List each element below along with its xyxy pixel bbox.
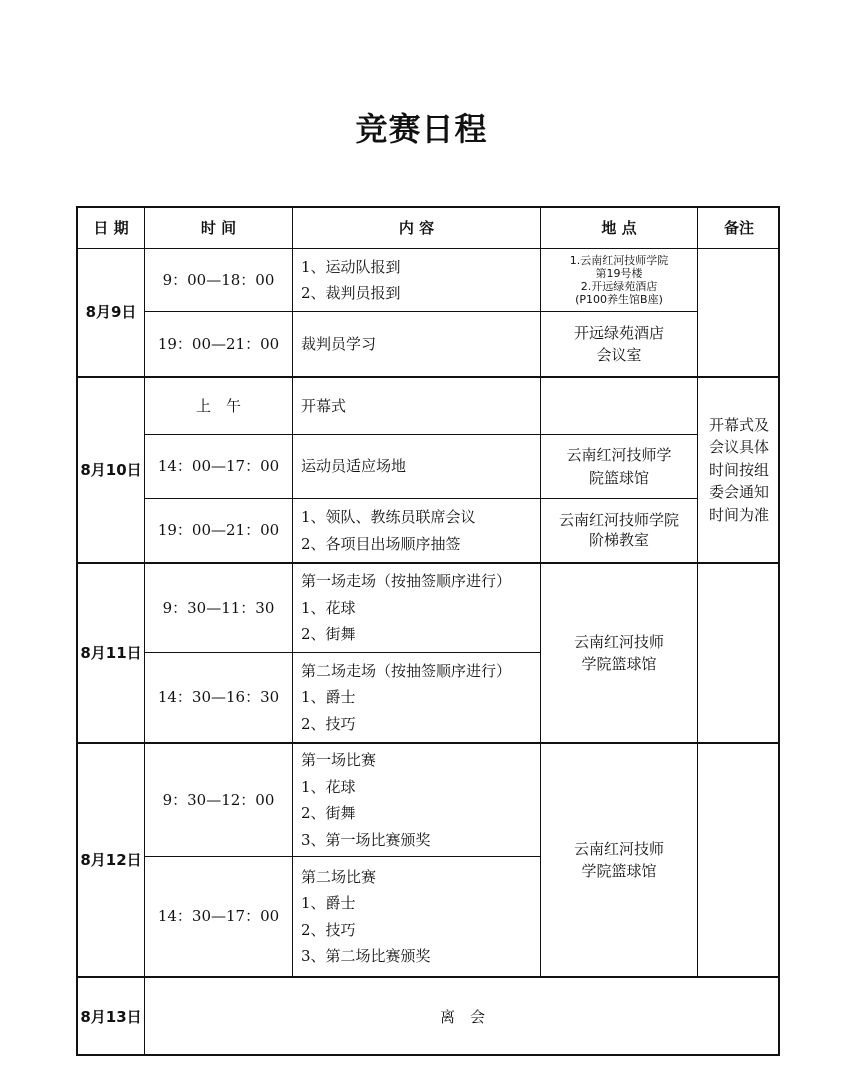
departure-cell: 离 会 bbox=[439, 1007, 485, 1026]
content-line: 3、第二场比赛颁奖 bbox=[301, 947, 431, 965]
location-line: 1.云南红河技师学院 bbox=[569, 253, 669, 267]
content-line: 2、街舞 bbox=[301, 625, 356, 644]
location-line: 云南红河技师学院 bbox=[558, 511, 679, 529]
location-cell bbox=[541, 435, 698, 499]
content-line: 1、领队、教练员联席会议 bbox=[301, 508, 476, 526]
date-cell: 8月13日 bbox=[78, 978, 145, 1056]
content-line: 第二场走场（按抽签顺序进行） bbox=[301, 661, 512, 680]
header-remark: 备注 bbox=[698, 208, 780, 249]
time-cell: 14：30—17：00 bbox=[145, 857, 293, 978]
content-line: 第一场走场（按抽签顺序进行） bbox=[301, 572, 512, 591]
header-time: 时 间 bbox=[145, 208, 293, 249]
time-cell: 19：00—21：00 bbox=[145, 499, 293, 564]
content-cell: 裁判员学习 bbox=[293, 312, 541, 378]
content-line: 3、第一场比赛颁奖 bbox=[301, 830, 431, 849]
content-line: 1、花球 bbox=[301, 598, 356, 617]
content-cell bbox=[293, 249, 541, 312]
remark-line: 会议具体 bbox=[708, 438, 769, 457]
location-line: (P100养生馆B座) bbox=[575, 293, 663, 307]
location-cell bbox=[541, 499, 698, 564]
header-date: 日 期 bbox=[78, 208, 145, 249]
content-line: 第一场比赛 bbox=[301, 751, 377, 769]
content-line: 2、技巧 bbox=[301, 920, 356, 939]
content-line: 1、爵士 bbox=[301, 894, 356, 912]
location-line: 云南红河技师 bbox=[573, 632, 664, 651]
content-cell: 开幕式 bbox=[293, 378, 541, 435]
location-cell bbox=[541, 312, 698, 378]
content-cell bbox=[293, 499, 541, 564]
time-cell: 9：30—11：30 bbox=[145, 564, 293, 653]
location-line: 学院篮球馆 bbox=[581, 655, 657, 673]
schedule-table bbox=[76, 206, 780, 1056]
content-line: 2、技巧 bbox=[301, 714, 356, 733]
page-title: 竞赛日程 bbox=[355, 110, 488, 148]
remark-line: 时间为准 bbox=[708, 505, 769, 524]
location-line: 会议室 bbox=[596, 346, 642, 364]
date-cell: 8月11日 bbox=[78, 564, 145, 744]
remark-line: 开幕式及 bbox=[708, 415, 769, 434]
date-cell: 8月10日 bbox=[78, 378, 145, 564]
content-line: 1、爵士 bbox=[301, 688, 356, 707]
remark-cell bbox=[698, 744, 780, 978]
content-line: 1、运动队报到 bbox=[301, 257, 401, 276]
content-cell bbox=[293, 857, 541, 978]
location-cell bbox=[541, 378, 698, 435]
remark-cell bbox=[698, 249, 780, 378]
time-cell: 9：00—18：00 bbox=[145, 249, 293, 312]
remark-cell bbox=[698, 378, 780, 564]
location-cell bbox=[541, 564, 698, 744]
time-cell: 14：30—16：30 bbox=[145, 653, 293, 744]
location-line: 开远绿苑酒店 bbox=[573, 323, 664, 342]
remark-cell bbox=[698, 564, 780, 744]
content-cell bbox=[293, 744, 541, 857]
location-line: 阶梯教室 bbox=[588, 530, 649, 549]
date-cell: 8月9日 bbox=[78, 249, 145, 378]
header-location: 地 点 bbox=[541, 208, 698, 249]
remark-line: 委会通知 bbox=[708, 483, 769, 502]
location-line: 云南红河技师学 bbox=[566, 446, 672, 464]
content-line: 第二场比赛 bbox=[301, 867, 377, 886]
location-cell bbox=[541, 744, 698, 978]
location-line: 2.开远绿苑酒店 bbox=[580, 280, 658, 293]
remark-line: 时间按组 bbox=[708, 460, 769, 479]
time-cell: 上 午 bbox=[145, 378, 293, 435]
content-line: 2、街舞 bbox=[301, 804, 356, 822]
location-line: 院篮球馆 bbox=[588, 468, 649, 487]
time-cell: 9：30—12：00 bbox=[145, 744, 293, 857]
time-cell: 19：00—21：00 bbox=[145, 312, 293, 378]
content-line: 2、裁判员报到 bbox=[301, 284, 401, 302]
date-cell: 8月12日 bbox=[78, 744, 145, 978]
content-line: 1、花球 bbox=[301, 777, 356, 796]
header-content: 内 容 bbox=[293, 208, 541, 249]
time-cell: 14：00—17：00 bbox=[145, 435, 293, 499]
content-cell: 运动员适应场地 bbox=[293, 435, 541, 499]
location-line: 第19号楼 bbox=[595, 266, 643, 280]
content-line: 2、各项目出场顺序抽签 bbox=[301, 534, 461, 553]
location-line: 学院篮球馆 bbox=[581, 862, 657, 880]
content-cell bbox=[293, 653, 541, 744]
location-cell bbox=[541, 249, 698, 312]
location-line: 云南红河技师 bbox=[573, 839, 664, 858]
content-cell bbox=[293, 564, 541, 653]
